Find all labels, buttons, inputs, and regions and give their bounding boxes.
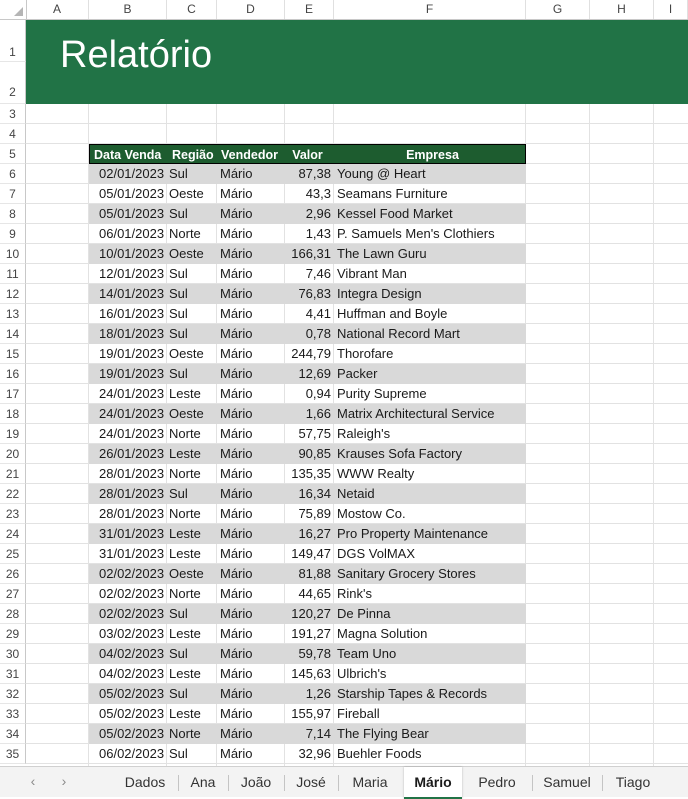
region-cell[interactable]: Leste	[169, 386, 201, 401]
column-header-f[interactable]: F	[334, 0, 526, 19]
table-row[interactable]	[89, 404, 526, 424]
row-header-25[interactable]: 25	[0, 544, 26, 564]
value-cell[interactable]: 166,31	[291, 246, 331, 261]
table-header-cell: Valor	[292, 148, 323, 162]
row-header-7[interactable]: 7	[0, 184, 26, 204]
table-row[interactable]	[89, 264, 526, 284]
chevron-left-icon[interactable]: ‹	[30, 773, 36, 789]
date-cell[interactable]: 24/01/2023	[99, 426, 165, 441]
value-cell[interactable]: 1,43	[305, 226, 331, 241]
row-header-27[interactable]: 27	[0, 584, 26, 604]
seller-cell[interactable]: Mário	[220, 366, 253, 381]
sheet-tab-7[interactable]: Pedro	[478, 774, 516, 790]
table-row[interactable]	[89, 664, 526, 684]
company-cell[interactable]: Pro Property Maintenance	[337, 526, 489, 541]
table-row[interactable]	[89, 624, 526, 644]
column-header-i[interactable]: I	[654, 0, 688, 19]
company-cell[interactable]: Packer	[337, 366, 378, 381]
sheet-tab-3[interactable]: João	[240, 774, 272, 790]
region-cell[interactable]: Sul	[169, 746, 188, 761]
table-row[interactable]	[89, 584, 526, 604]
table-header-cell: Vendedor	[221, 148, 278, 162]
row-header-9[interactable]: 9	[0, 224, 26, 244]
date-cell[interactable]: 04/02/2023	[99, 666, 165, 681]
seller-cell[interactable]: Mário	[220, 506, 253, 521]
region-cell[interactable]: Norte	[169, 466, 201, 481]
report-title: Relatório	[60, 34, 213, 76]
region-cell[interactable]: Oeste	[169, 186, 204, 201]
region-cell[interactable]: Sul	[169, 286, 188, 301]
region-cell[interactable]: Sul	[169, 166, 188, 181]
table-row[interactable]	[89, 744, 526, 764]
table-row[interactable]	[89, 284, 526, 304]
company-cell[interactable]: Purity Supreme	[337, 386, 427, 401]
select-all-triangle-icon	[14, 7, 23, 16]
table-row[interactable]	[89, 644, 526, 664]
company-cell[interactable]: Seamans Furniture	[337, 186, 448, 201]
value-cell[interactable]: 81,88	[298, 566, 331, 581]
row-header-24[interactable]: 24	[0, 524, 26, 544]
row-header-10[interactable]: 10	[0, 244, 26, 264]
seller-cell[interactable]: Mário	[220, 586, 253, 601]
row-header-11[interactable]: 11	[0, 264, 26, 284]
date-cell[interactable]: 05/02/2023	[99, 686, 165, 701]
table-row[interactable]	[89, 684, 526, 704]
value-cell[interactable]: 7,14	[305, 726, 331, 741]
region-cell[interactable]: Oeste	[169, 346, 204, 361]
table-row[interactable]	[89, 704, 526, 724]
region-cell[interactable]: Leste	[169, 626, 201, 641]
company-cell[interactable]: Team Uno	[337, 646, 397, 661]
value-cell[interactable]: 44,65	[298, 586, 331, 601]
row-header-17[interactable]: 17	[0, 384, 26, 404]
row-header-8[interactable]: 8	[0, 204, 26, 224]
value-cell[interactable]: 75,89	[298, 506, 331, 521]
date-cell[interactable]: 19/01/2023	[99, 346, 165, 361]
column-header-b[interactable]: B	[89, 0, 167, 19]
company-cell[interactable]: Mostow Co.	[337, 506, 406, 521]
seller-cell[interactable]: Mário	[220, 246, 253, 261]
seller-cell[interactable]: Mário	[220, 466, 253, 481]
table-row[interactable]	[89, 324, 526, 344]
company-cell[interactable]: WWW Realty	[337, 466, 415, 481]
value-cell[interactable]: 244,79	[291, 346, 331, 361]
company-cell[interactable]: Magna Solution	[337, 626, 428, 641]
company-cell[interactable]: Young @ Heart	[337, 166, 426, 181]
region-cell[interactable]: Sul	[169, 366, 188, 381]
row-header-16[interactable]: 16	[0, 364, 26, 384]
row-header-22[interactable]: 22	[0, 484, 26, 504]
seller-cell[interactable]: Mário	[220, 166, 253, 181]
region-cell[interactable]: Sul	[169, 646, 188, 661]
date-cell[interactable]: 02/02/2023	[99, 586, 165, 601]
table-row[interactable]	[89, 244, 526, 264]
value-cell[interactable]: 87,38	[298, 166, 331, 181]
region-cell[interactable]: Leste	[169, 706, 201, 721]
table-row[interactable]	[89, 484, 526, 504]
row-header-30[interactable]: 30	[0, 644, 26, 664]
sheet-tab-bar	[0, 766, 688, 797]
date-cell[interactable]: 19/01/2023	[99, 366, 165, 381]
row-header-18[interactable]: 18	[0, 404, 26, 424]
date-cell[interactable]: 02/01/2023	[99, 166, 165, 181]
company-cell[interactable]: Buehler Foods	[337, 746, 422, 761]
company-cell[interactable]: Fireball	[337, 706, 380, 721]
row-header-2[interactable]: 2	[0, 62, 26, 104]
company-cell[interactable]: Sanitary Grocery Stores	[337, 566, 476, 581]
table-row[interactable]	[89, 164, 526, 184]
date-cell[interactable]: 10/01/2023	[99, 246, 165, 261]
row-header-4[interactable]: 4	[0, 124, 26, 144]
region-cell[interactable]: Leste	[169, 446, 201, 461]
date-cell[interactable]: 05/01/2023	[99, 186, 165, 201]
date-cell[interactable]: 04/02/2023	[99, 646, 165, 661]
value-cell[interactable]: 0,78	[305, 326, 331, 341]
value-cell[interactable]: 16,27	[298, 526, 331, 541]
region-cell[interactable]: Sul	[169, 606, 188, 621]
region-cell[interactable]: Norte	[169, 586, 201, 601]
table-header-cell: Região	[172, 148, 214, 162]
company-cell[interactable]: Integra Design	[337, 286, 422, 301]
table-row[interactable]	[89, 424, 526, 444]
date-cell[interactable]: 26/01/2023	[99, 446, 165, 461]
row-header-28[interactable]: 28	[0, 604, 26, 624]
row-header-19[interactable]: 19	[0, 424, 26, 444]
company-cell[interactable]: Matrix Architectural Service	[337, 406, 495, 421]
seller-cell[interactable]: Mário	[220, 666, 253, 681]
seller-cell[interactable]: Mário	[220, 526, 253, 541]
region-cell[interactable]: Leste	[169, 546, 201, 561]
value-cell[interactable]: 4,41	[305, 306, 331, 321]
column-header-d[interactable]: D	[217, 0, 285, 19]
table-row[interactable]	[89, 724, 526, 744]
seller-cell[interactable]: Mário	[220, 226, 253, 241]
row-header-6[interactable]: 6	[0, 164, 26, 184]
region-cell[interactable]: Sul	[169, 486, 188, 501]
value-cell[interactable]: 0,94	[305, 386, 331, 401]
seller-cell[interactable]: Mário	[220, 446, 253, 461]
region-cell[interactable]: Oeste	[169, 566, 204, 581]
seller-cell[interactable]: Mário	[220, 186, 253, 201]
seller-cell[interactable]: Mário	[220, 346, 253, 361]
company-cell[interactable]: Krauses Sofa Factory	[337, 446, 462, 461]
sheet-tab-8[interactable]: Samuel	[543, 774, 591, 790]
date-cell[interactable]: 06/01/2023	[99, 226, 165, 241]
row-header-12[interactable]: 12	[0, 284, 26, 304]
row-header-13[interactable]: 13	[0, 304, 26, 324]
table-header-row	[89, 144, 526, 164]
date-cell[interactable]: 28/01/2023	[99, 506, 165, 521]
value-cell[interactable]: 145,63	[291, 666, 331, 681]
value-cell[interactable]: 90,85	[298, 446, 331, 461]
region-cell[interactable]: Norte	[169, 726, 201, 741]
date-cell[interactable]: 05/02/2023	[99, 706, 165, 721]
row-header-15[interactable]: 15	[0, 344, 26, 364]
table-row[interactable]	[89, 464, 526, 484]
company-cell[interactable]: P. Samuels Men's Clothiers	[337, 226, 495, 241]
row-header-31[interactable]: 31	[0, 664, 26, 684]
date-cell[interactable]: 02/02/2023	[99, 606, 165, 621]
value-cell[interactable]: 2,96	[305, 206, 331, 221]
row-header-21[interactable]: 21	[0, 464, 26, 484]
value-cell[interactable]: 57,75	[298, 426, 331, 441]
seller-cell[interactable]: Mário	[220, 326, 253, 341]
company-cell[interactable]: The Lawn Guru	[337, 246, 427, 261]
report-banner	[26, 20, 688, 104]
value-cell[interactable]: 32,96	[298, 746, 331, 761]
value-cell[interactable]: 1,66	[305, 406, 331, 421]
seller-cell[interactable]: Mário	[220, 746, 253, 761]
date-cell[interactable]: 16/01/2023	[99, 306, 165, 321]
table-row[interactable]	[89, 344, 526, 364]
value-cell[interactable]: 120,27	[291, 606, 331, 621]
seller-cell[interactable]: Mário	[220, 546, 253, 561]
seller-cell[interactable]: Mário	[220, 726, 253, 741]
value-cell[interactable]: 149,47	[291, 546, 331, 561]
seller-cell[interactable]: Mário	[220, 266, 253, 281]
seller-cell[interactable]: Mário	[220, 686, 253, 701]
seller-cell[interactable]: Mário	[220, 386, 253, 401]
table-row[interactable]	[89, 384, 526, 404]
table-row[interactable]	[89, 564, 526, 584]
company-cell[interactable]: Starship Tapes & Records	[337, 686, 488, 701]
value-cell[interactable]: 1,26	[305, 686, 331, 701]
table-row[interactable]	[89, 204, 526, 224]
seller-cell[interactable]: Mário	[220, 626, 253, 641]
column-header-h[interactable]: H	[590, 0, 654, 19]
date-cell[interactable]: 24/01/2023	[99, 386, 165, 401]
value-cell[interactable]: 191,27	[291, 626, 331, 641]
date-cell[interactable]: 31/01/2023	[99, 546, 165, 561]
date-cell[interactable]: 03/02/2023	[99, 626, 165, 641]
value-cell[interactable]: 43,3	[305, 186, 331, 201]
date-cell[interactable]: 28/01/2023	[99, 486, 165, 501]
company-cell[interactable]: Netaid	[337, 486, 375, 501]
date-cell[interactable]: 24/01/2023	[99, 406, 165, 421]
value-cell[interactable]: 76,83	[298, 286, 331, 301]
company-cell[interactable]: DGS VolMAX	[337, 546, 416, 561]
company-cell[interactable]: Huffman and Boyle	[337, 306, 448, 321]
row-header-14[interactable]: 14	[0, 324, 26, 344]
date-cell[interactable]: 05/01/2023	[99, 206, 165, 221]
company-cell[interactable]: Rink's	[337, 586, 372, 601]
date-cell[interactable]: 02/02/2023	[99, 566, 165, 581]
sheet-tab-5[interactable]: Maria	[352, 774, 388, 790]
value-cell[interactable]: 59,78	[298, 646, 331, 661]
company-cell[interactable]: Raleigh's	[337, 426, 391, 441]
sheet-tab-9[interactable]: Tiago	[615, 774, 651, 790]
company-cell[interactable]: Thorofare	[337, 346, 394, 361]
row-header-3[interactable]: 3	[0, 104, 26, 124]
table-row[interactable]	[89, 604, 526, 624]
column-header-a[interactable]: A	[26, 0, 89, 19]
company-cell[interactable]: National Record Mart	[337, 326, 460, 341]
company-cell[interactable]: The Flying Bear	[337, 726, 429, 741]
row-header-32[interactable]: 32	[0, 684, 26, 704]
table-row[interactable]	[89, 224, 526, 244]
row-header-26[interactable]: 26	[0, 564, 26, 584]
date-cell[interactable]: 14/01/2023	[99, 286, 165, 301]
row-header-23[interactable]: 23	[0, 504, 26, 524]
table-header-cell: Data Venda	[94, 148, 162, 162]
region-cell[interactable]: Norte	[169, 426, 201, 441]
seller-cell[interactable]: Mário	[220, 206, 253, 221]
value-cell[interactable]: 135,35	[291, 466, 331, 481]
region-cell[interactable]: Norte	[169, 506, 201, 521]
table-row[interactable]	[89, 364, 526, 384]
seller-cell[interactable]: Mário	[220, 486, 253, 501]
date-cell[interactable]: 31/01/2023	[99, 526, 165, 541]
column-header-c[interactable]: C	[167, 0, 217, 19]
seller-cell[interactable]: Mário	[220, 406, 253, 421]
select-all-button[interactable]	[0, 0, 27, 19]
row-header-34[interactable]: 34	[0, 724, 26, 744]
table-row[interactable]	[89, 184, 526, 204]
column-header-e[interactable]: E	[285, 0, 334, 19]
region-cell[interactable]: Leste	[169, 666, 201, 681]
seller-cell[interactable]: Mário	[220, 566, 253, 581]
date-cell[interactable]: 05/02/2023	[99, 726, 165, 741]
seller-cell[interactable]: Mário	[220, 606, 253, 621]
seller-cell[interactable]: Mário	[220, 646, 253, 661]
chevron-right-icon[interactable]: ›	[61, 773, 67, 789]
region-cell[interactable]: Oeste	[169, 406, 204, 421]
seller-cell[interactable]: Mário	[220, 286, 253, 301]
column-header-g[interactable]: G	[526, 0, 590, 19]
sheet-tab-6[interactable]: Mário	[404, 767, 462, 799]
column-headers	[0, 0, 688, 20]
region-cell[interactable]: Sul	[169, 206, 188, 221]
region-cell[interactable]: Leste	[169, 526, 201, 541]
value-cell[interactable]: 16,34	[298, 486, 331, 501]
seller-cell[interactable]: Mário	[220, 306, 253, 321]
table-row[interactable]	[89, 524, 526, 544]
seller-cell[interactable]: Mário	[220, 426, 253, 441]
row-header-5[interactable]: 5	[0, 144, 26, 164]
sheet-tab-4[interactable]: José	[296, 774, 326, 790]
company-cell[interactable]: Vibrant Man	[337, 266, 407, 281]
company-cell[interactable]: Ulbrich's	[337, 666, 387, 681]
region-cell[interactable]: Sul	[169, 306, 188, 321]
seller-cell[interactable]: Mário	[220, 706, 253, 721]
sheet-tab-2[interactable]: Ana	[190, 774, 216, 790]
row-header-33[interactable]: 33	[0, 704, 26, 724]
table-row[interactable]	[89, 304, 526, 324]
table-row[interactable]	[89, 444, 526, 464]
region-cell[interactable]: Sul	[169, 686, 188, 701]
row-header-35[interactable]: 35	[0, 744, 26, 764]
table-header-cell: Empresa	[406, 148, 459, 162]
value-cell[interactable]: 12,69	[298, 366, 331, 381]
table-row[interactable]	[89, 504, 526, 524]
row-header-29[interactable]: 29	[0, 624, 26, 644]
company-cell[interactable]: De Pinna	[337, 606, 391, 621]
date-cell[interactable]: 06/02/2023	[99, 746, 165, 761]
row-header-1[interactable]: 1	[0, 20, 26, 62]
region-cell[interactable]: Norte	[169, 226, 201, 241]
date-cell[interactable]: 18/01/2023	[99, 326, 165, 341]
value-cell[interactable]: 155,97	[291, 706, 331, 721]
value-cell[interactable]: 7,46	[305, 266, 331, 281]
sheet-tab-1[interactable]: Dados	[124, 774, 166, 790]
region-cell[interactable]: Sul	[169, 326, 188, 341]
table-row[interactable]	[89, 544, 526, 564]
region-cell[interactable]: Oeste	[169, 246, 204, 261]
date-cell[interactable]: 28/01/2023	[99, 466, 165, 481]
company-cell[interactable]: Kessel Food Market	[337, 206, 453, 221]
date-cell[interactable]: 12/01/2023	[99, 266, 165, 281]
row-header-20[interactable]: 20	[0, 444, 26, 464]
region-cell[interactable]: Sul	[169, 266, 188, 281]
